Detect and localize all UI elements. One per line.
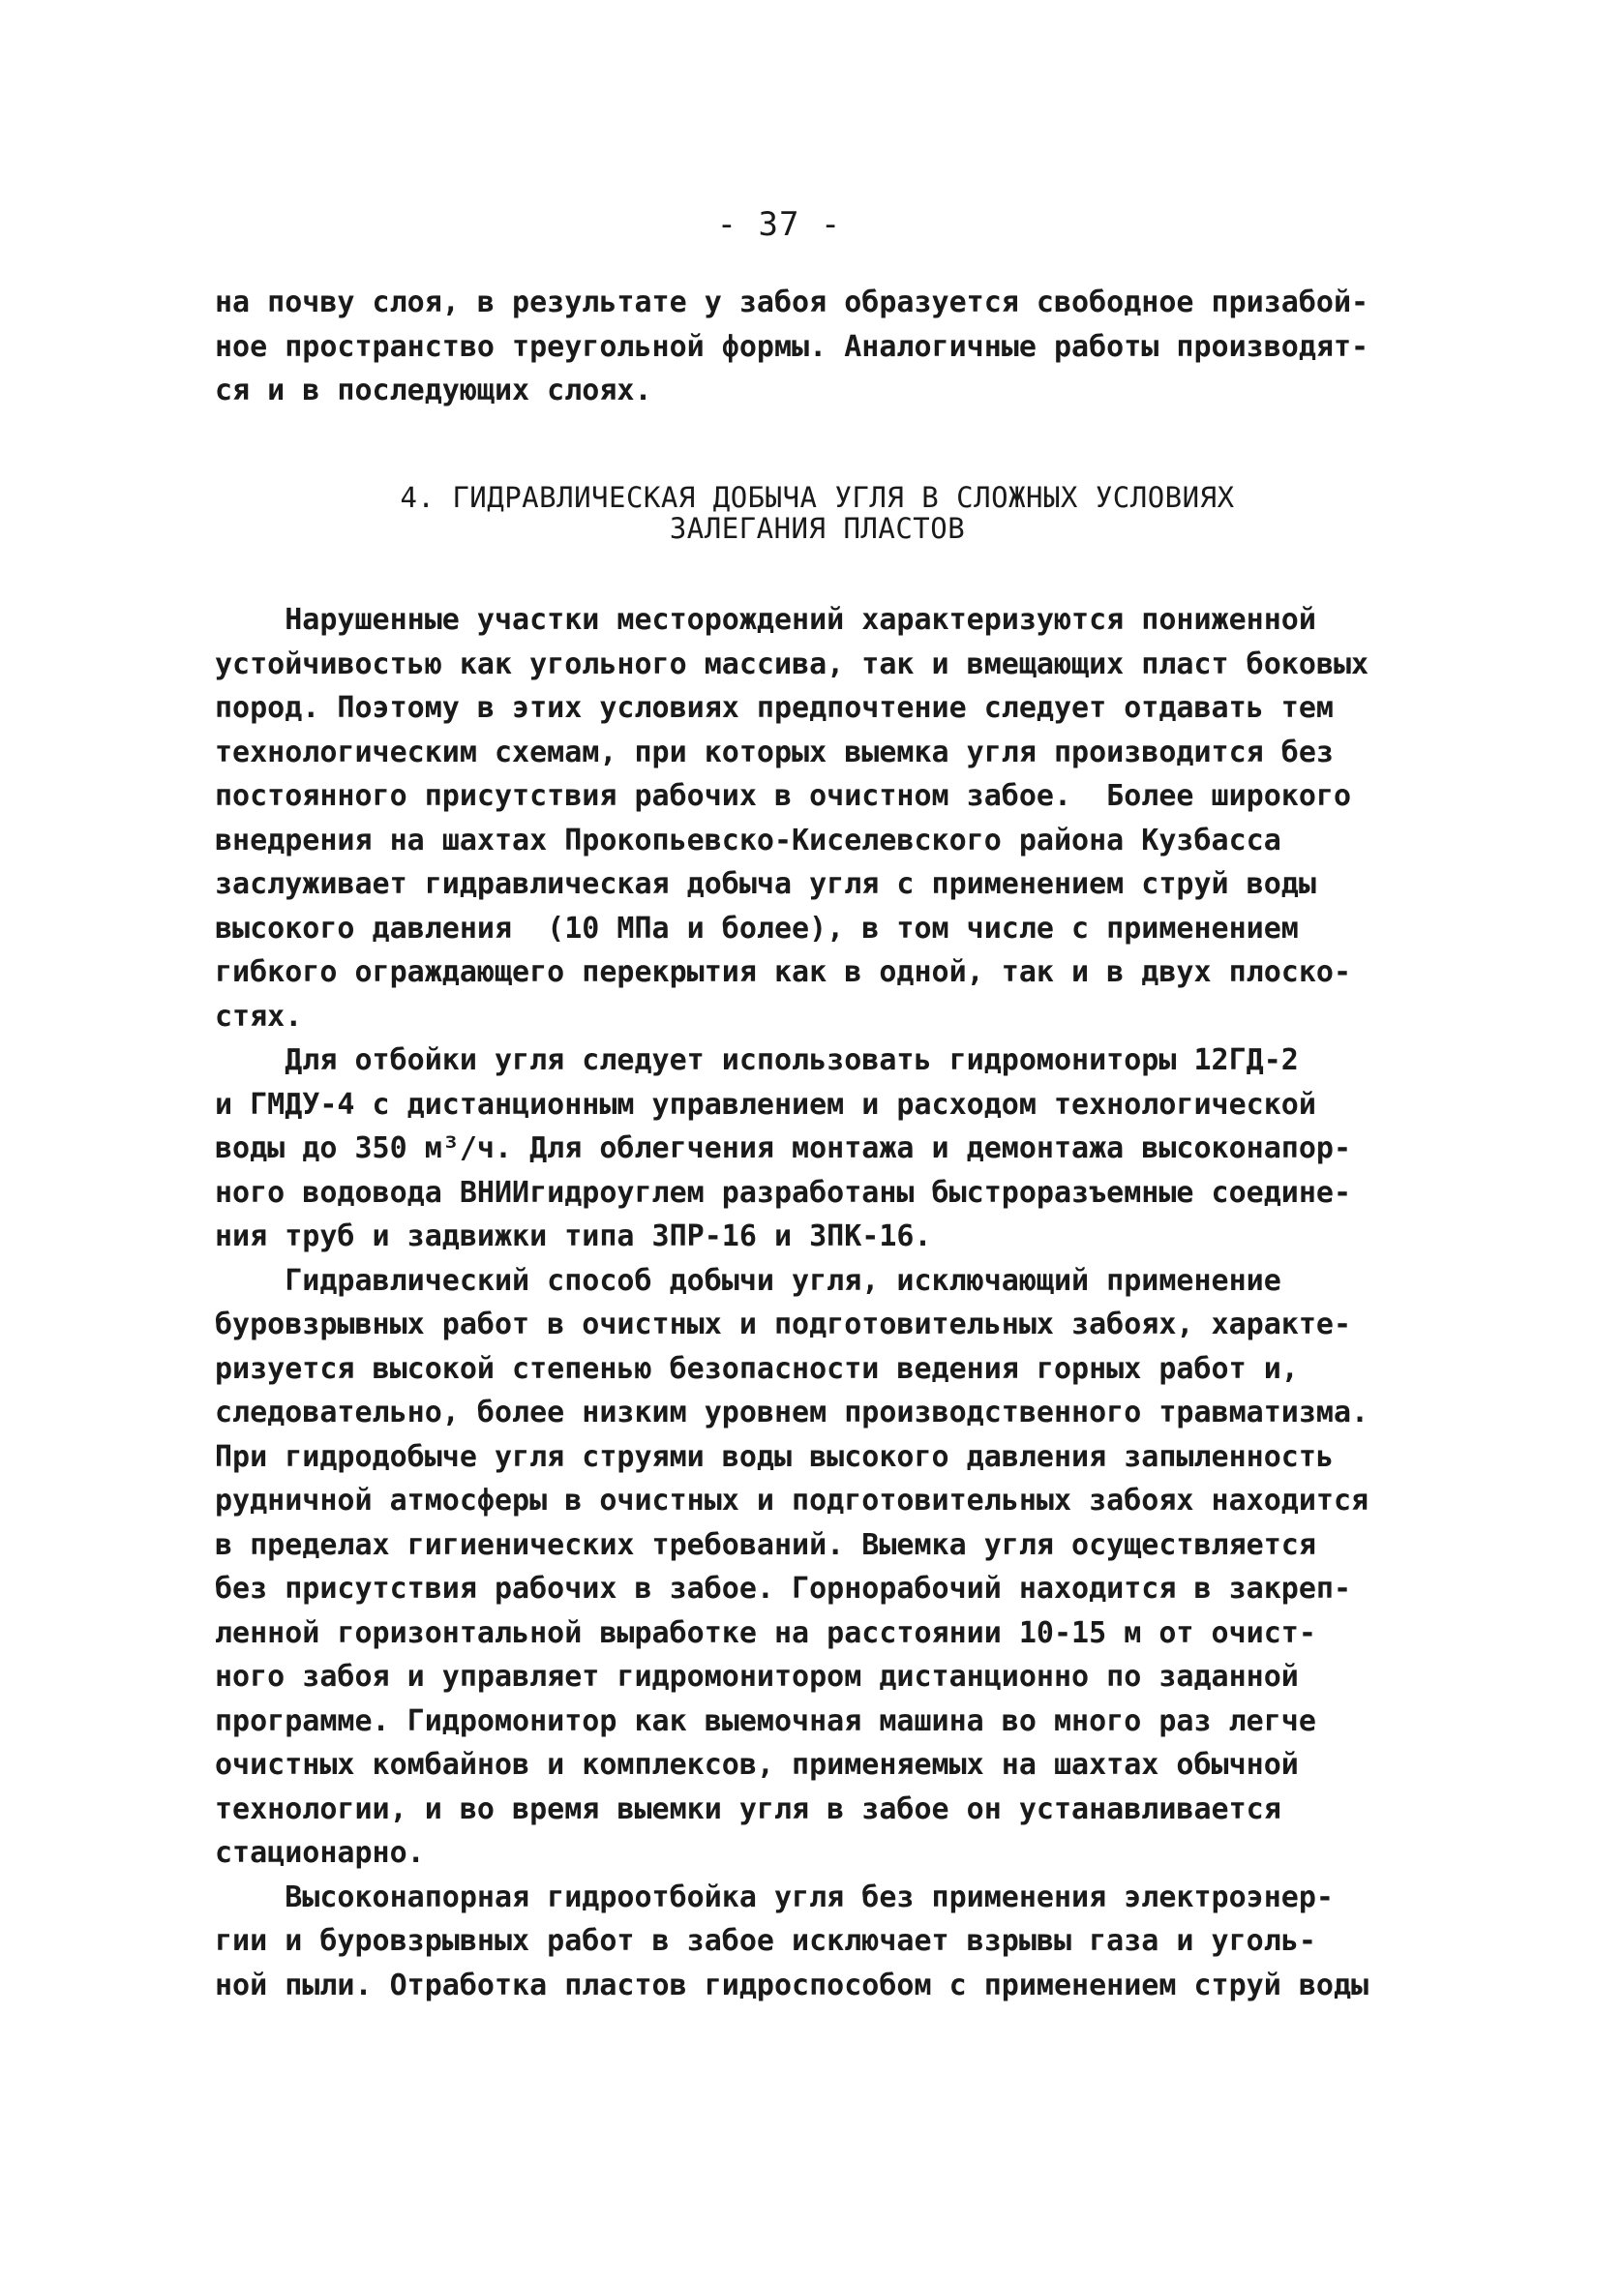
- section-heading-line: ЗАЛЕГАНИЯ ПЛАСТОВ: [669, 512, 966, 545]
- text-line: программе. Гидромонитор как выемочная машина во много раз легче: [215, 1703, 1316, 1738]
- text-line: ной пыли. Отработка пластов гидроспособом с применением струй воды: [215, 1968, 1369, 2002]
- text-line: технологии, и во время выемки угля в забое он устанавливается: [215, 1791, 1281, 1826]
- intro-paragraph: [215, 281, 1420, 413]
- text-line: постоянного присутствия рабочих в очистном забое. Более широкого: [215, 779, 1351, 813]
- text-line: Для отбойки угля следует использовать гидромониторы 12ГД-2: [215, 1043, 1299, 1077]
- text-line: заслуживает гидравлическая добыча угля с применением струй воды: [215, 867, 1316, 901]
- text-line: гибкого ограждающего перекрытия как в одной, так и в двух плоско-: [215, 955, 1351, 989]
- text-line: пород. Поэтому в этих условиях предпочтение следует отдавать тем: [215, 691, 1334, 725]
- text-line: ное пространство треугольной формы. Аналогичные работы производят-: [215, 329, 1369, 364]
- text-line: очистных комбайнов и комплексов, применяемых на шахтах обычной: [215, 1748, 1299, 1782]
- text-line: технологическим схемам, при которых выемка угля производится без: [215, 735, 1334, 769]
- section-heading-line: 4. ГИДРАВЛИЧЕСКАЯ ДОБЫЧА УГЛЯ В СЛОЖНЫХ УСЛОВИЯХ: [400, 481, 1235, 514]
- text-line: гии и буровзрывных работ в забое исключает взрывы газа и уголь-: [215, 1924, 1316, 1958]
- text-line: ленной горизонтальной выработке на расстоянии 10-15 м от очист-: [215, 1615, 1316, 1650]
- text-line: ризуется высокой степенью безопасности ведения горных работ и,: [215, 1351, 1299, 1386]
- text-line: рудничной атмосферы в очистных и подготовительных забоях находится: [215, 1484, 1369, 1518]
- text-line: Нарушенные участки месторождений характеризуются пониженной: [215, 603, 1316, 637]
- text-line: высокого давления (10 МПа и более), в том числе с применением: [215, 911, 1299, 946]
- paragraph-disturbed-areas: [215, 598, 1420, 2007]
- text-line: Гидравлический способ добычи угля, исключающий применение: [215, 1263, 1281, 1298]
- text-line: стях.: [215, 999, 303, 1034]
- text-line: следовательно, более низким уровнем производственного травматизма.: [215, 1396, 1369, 1429]
- text-line: в пределах гигиенических требований. Выемка угля осуществляется: [215, 1527, 1316, 1562]
- page-number: - 37 -: [716, 205, 842, 244]
- text-line: воды до 350 м³/ч. Для облегчения монтажа и демонтажа высоконапор-: [215, 1131, 1351, 1165]
- text-line: ного забоя и управляет гидромонитором дистанционно по заданной: [215, 1660, 1299, 1694]
- text-line: буровзрывных работ в очистных и подготовительных забоях, характе-: [215, 1308, 1351, 1341]
- text-line: Высоконапорная гидроотбойка угля без применения электроэнер-: [215, 1880, 1334, 1914]
- text-line: При гидродобыче угля струями воды высокого давления запыленность: [215, 1439, 1334, 1474]
- section-heading: [215, 482, 1420, 544]
- text-line: и ГМДУ-4 с дистанционным управлением и расходом технологической: [215, 1087, 1316, 1122]
- text-line: ния труб и задвижки типа ЗПР-16 и ЗПК-16.: [215, 1219, 932, 1253]
- text-line: устойчивостью как угольного массива, так и вмещающих пласт боковых: [215, 647, 1369, 681]
- text-line: внедрения на шахтах Прокопьевско-Киселевского района Кузбасса: [215, 823, 1281, 857]
- text-line: стационарно.: [215, 1836, 425, 1870]
- text-line: без присутствия рабочих в забое. Горнорабочий находится в закреп-: [215, 1572, 1351, 1606]
- text-line: на почву слоя, в результате у забоя образуется свободное призабой-: [215, 286, 1369, 319]
- text-line: ного водовода ВНИИгидроуглем разработаны быстроразъемные соедине-: [215, 1175, 1351, 1210]
- text-line: ся и в последующих слоях.: [215, 374, 652, 407]
